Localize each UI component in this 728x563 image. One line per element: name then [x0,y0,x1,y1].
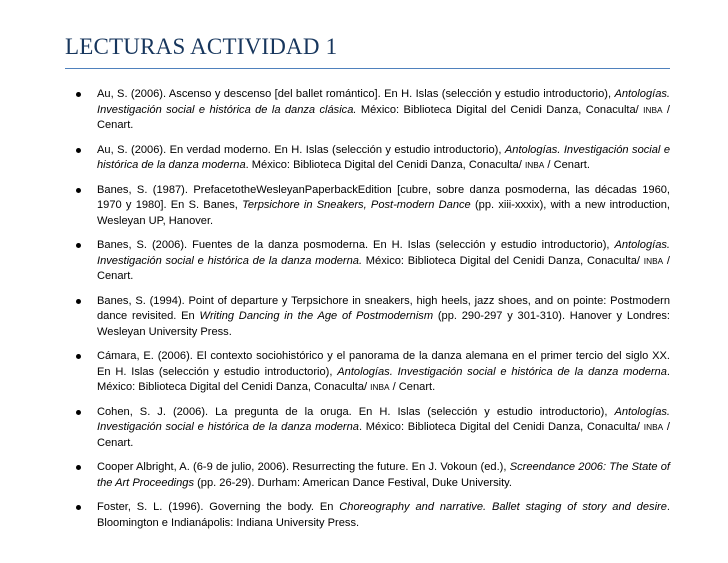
reference-item [65,405,670,452]
reference-text: / Cenart. [97,254,670,282]
reference-acronym: INBA [524,160,545,170]
reference-text: Banes, S. (1994). Point of departure y Terpsichore in sneakers, high heels, jazz shoes, and on pointe: Postmodern dance revisited. En [97,294,670,322]
reference-title: Screendance 2006: The State of the Art Proceedings [97,461,670,489]
reference-acronym: INBA [370,382,390,392]
reference-text: Banes, S. (2006). Fuentes de la danza posmoderna. En H. Islas (selección y estudio introductorio), [97,239,615,251]
bullet-icon [76,410,81,415]
reference-text: (pp. 26-29). Durham: American Dance Festival, Duke University. [194,476,512,489]
reference-item [65,500,670,531]
reference-text: Cooper Albright, A. (6-9 de julio, 2006). Resurrecting the future. En J. Vokoun (ed.), [97,461,510,473]
bullet-icon [76,354,81,359]
reference-title: Choreography and narrative. Ballet staging of story and desire [339,501,667,513]
reference-text: / Cenart. [544,159,590,171]
reference-text: Banes, S. (1987). PrefacetotheWesleyanPaperbackEdition [cubre, sobre danza posmoderna, las décadas 1960, 1970 y 1980]. En S. Banes, [97,183,670,211]
reference-title: Antologías. Investigación social e histórica de la danza moderna [97,143,670,171]
reference-text: Foster, S. L. (1996). Governing the body. En [97,501,340,513]
reference-title: Terpsichore in Sneakers, Post-modern Dance [242,199,471,211]
reference-text: México: Biblioteca Digital del Cenidi Danza, Conaculta/ [356,103,644,116]
bullet-icon [76,188,81,193]
reference-acronym: INBA [643,104,663,115]
reference-list [65,87,670,540]
reference-text: . México: Biblioteca Digital del Cenidi Danza, Conaculta/ [245,159,525,171]
bullet-icon [76,148,81,153]
reference-item [65,460,670,491]
bullet-icon [76,465,81,470]
title-underline [65,68,670,69]
reference-text: México: Biblioteca Digital del Cenidi Danza, Conaculta/ [362,254,644,267]
bullet-icon [76,243,81,248]
reference-title: Antologías. Investigación social e histórica de la danza moderna [97,405,670,433]
reference-text: / Cenart. [97,421,670,449]
reference-title: Antologías. Investigación social e histórica de la danza moderna. [97,239,670,267]
reference-item [65,238,670,285]
reference-text: Au, S. (2006). Ascenso y descenso [del ballet romántico]. En H. Islas (selección y estudio introductorio), [97,88,615,100]
reference-item [65,143,670,174]
reference-text: / Cenart. [97,103,670,131]
reference-item [65,87,670,134]
reference-item [65,349,670,396]
reference-text: Cámara, E. (2006). El contexto sociohistórico y el panorama de la danza alemana en el primer tercio del siglo XX. En H. Islas (selección y estudio introductorio), [97,350,670,378]
bullet-icon [76,299,81,304]
reference-acronym: INBA [643,422,664,432]
reference-title: Writing Dancing in the Age of Postmodernism [199,310,434,322]
reference-text: (pp. xiii-xxxix), with a new introduction, Wesleyan UP, Hanover. [97,199,671,227]
bullet-icon [76,92,81,97]
reference-item [65,183,670,230]
reference-title: Antologías. Investigación social e histórica de la danza clásica. [97,88,670,116]
reference-item [65,294,670,341]
reference-text: . México: Biblioteca Digital del Cenidi Danza, Conaculta/ [97,365,670,393]
reference-text: (pp. 290-297 y 301-310). Hanover y Londres: Wesleyan University Press. [97,310,671,338]
bullet-icon [76,505,81,510]
reference-title: Antologías. Investigación social e histórica de la danza moderna [337,365,667,378]
reference-text: . México: Biblioteca Digital del Cenidi Danza, Conaculta/ [358,421,644,433]
document-title: LECTURAS ACTIVIDAD 1 [65,34,338,59]
reference-text: / Cenart. [389,381,436,393]
reference-text: Au, S. (2006). En verdad moderno. En H. Islas (selección y estudio introductorio), [97,143,505,156]
reference-text: . Bloomington e Indianápolis: Indiana University Press. [97,501,670,529]
reference-text: Cohen, S. J. (2006). La pregunta de la oruga. En H. Islas (selección y estudio introductorio), [97,405,615,418]
reference-acronym: INBA [643,255,664,266]
